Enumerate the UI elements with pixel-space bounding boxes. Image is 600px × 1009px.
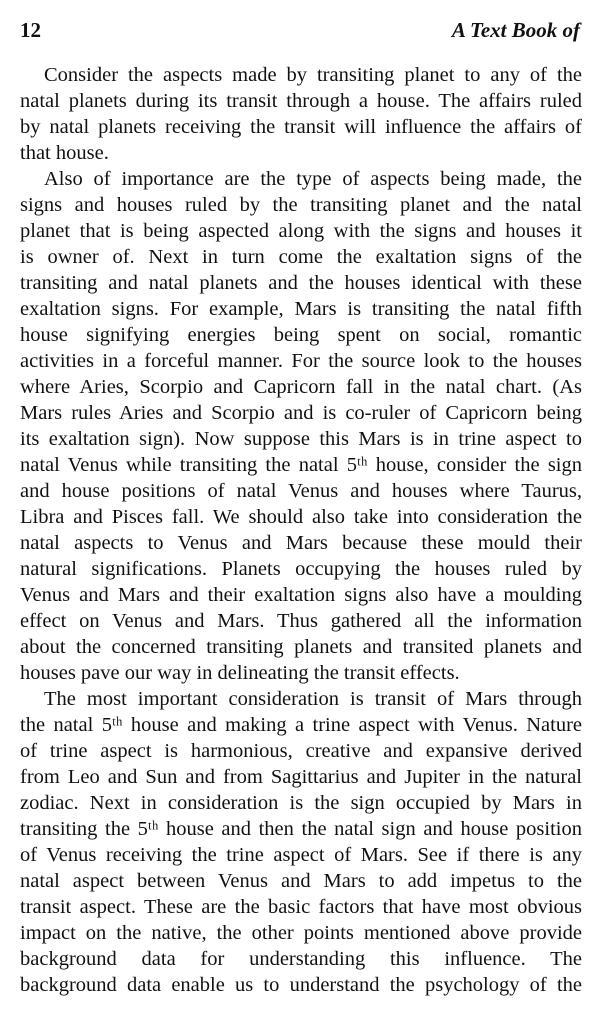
text-line: planet that is being aspected along with the signs and houses it <box>20 220 582 242</box>
text-line: effect on Venus and Mars. Thus gathered all the information <box>20 610 582 632</box>
text-line: of Venus receiving the trine aspect of Mars. See if there is any <box>20 844 582 866</box>
text-line: is owner of. Next in turn come the exaltation signs of the <box>20 246 582 268</box>
text-line: The most important consideration is transit of Mars through <box>44 688 582 710</box>
running-title: A Text Book of <box>451 18 580 42</box>
text-line: exaltation signs. For example, Mars is transiting the natal fifth <box>20 298 582 320</box>
text-line: impact on the native, the other points mentioned above provide <box>20 922 582 944</box>
text-line: activities in a forceful manner. For the source look to the houses <box>20 350 582 372</box>
text-line: natural significations. Planets occupying the houses ruled by <box>20 558 582 580</box>
text-line: Consider the aspects made by transiting planet to any of the <box>44 64 582 86</box>
text-line: transiting the 5ᵗʰ house and then the natal sign and house position <box>20 818 582 840</box>
text-line: natal aspect between Venus and Mars to add impetus to the <box>20 870 582 892</box>
text-line: the natal 5ᵗʰ house and making a trine aspect with Venus. Nature <box>20 714 582 736</box>
text-line: natal Venus while transiting the natal 5ᵗʰ house, consider the sign <box>20 454 582 476</box>
text-line: its exaltation sign). Now suppose this Mars is in trine aspect to <box>20 428 582 450</box>
text-line: Libra and Pisces fall. We should also take into consideration the <box>20 506 582 528</box>
text-line: transit aspect. These are the basic factors that have most obvious <box>20 896 582 918</box>
text-line: Also of importance are the type of aspects being made, the <box>44 168 582 190</box>
text-line: of trine aspect is harmonious, creative and expansive derived <box>20 740 582 762</box>
paragraph <box>20 686 582 998</box>
text-line: and house positions of natal Venus and houses where Taurus, <box>20 480 582 502</box>
text-line: Venus and Mars and their exaltation signs also have a moulding <box>20 584 582 606</box>
text-line: from Leo and Sun and from Sagittarius and Jupiter in the natural <box>20 766 582 788</box>
text-line: about the concerned transiting planets and transited planets and <box>20 636 582 658</box>
text-line: background data enable us to understand the psychology of the <box>20 974 582 996</box>
text-line: that house. <box>20 142 109 164</box>
paragraph <box>20 166 582 686</box>
text-line: natal planets during its transit through a house. The affairs ruled <box>20 90 582 112</box>
page-number: 12 <box>20 18 41 42</box>
text-line: by natal planets receiving the transit will influence the affairs of <box>20 116 582 138</box>
text-line: Mars rules Aries and Scorpio and is co-ruler of Capricorn being <box>20 402 582 424</box>
text-line: natal aspects to Venus and Mars because these mould their <box>20 532 582 554</box>
body-text <box>20 62 582 998</box>
text-line: zodiac. Next in consideration is the sign occupied by Mars in <box>20 792 582 814</box>
text-line: signs and houses ruled by the transiting planet and the natal <box>20 194 582 216</box>
paragraph <box>20 62 582 166</box>
text-line: where Aries, Scorpio and Capricorn fall in the natal chart. (As <box>20 376 582 398</box>
text-line: transiting and natal planets and the houses identical with these <box>20 272 582 294</box>
text-line: background data for understanding this influence. The <box>20 948 582 970</box>
text-line: house signifying energies being spent on social, romantic <box>20 324 582 346</box>
text-line: houses pave our way in delineating the transit effects. <box>20 662 460 684</box>
